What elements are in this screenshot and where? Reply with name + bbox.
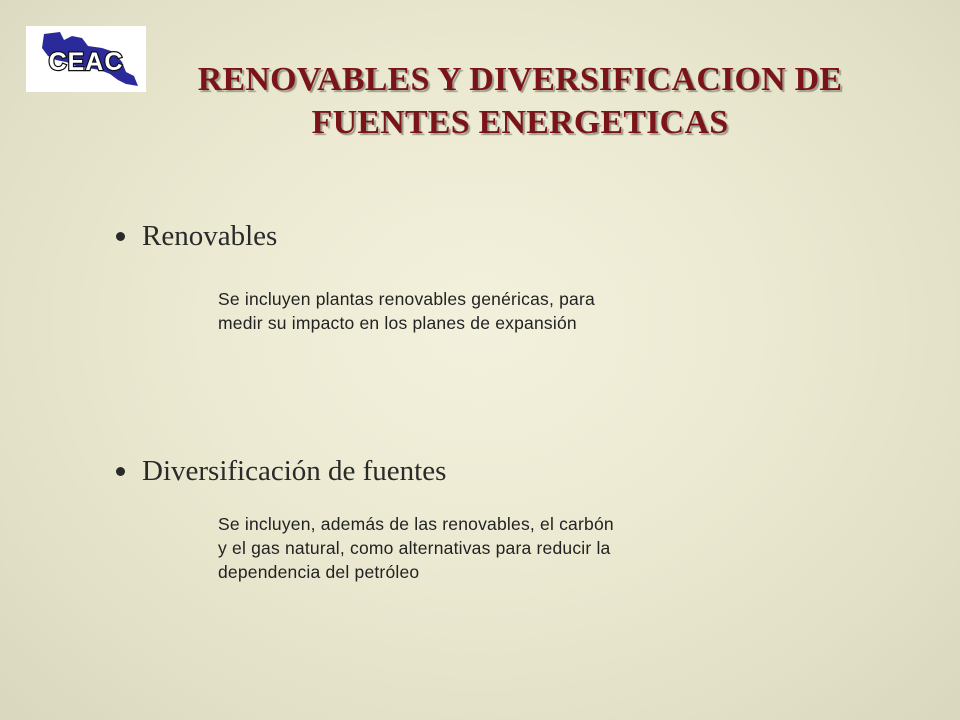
bullet-heading: Diversificación de fuentes — [142, 455, 447, 487]
title-line-2: FUENTES ENERGETICAS — [311, 104, 729, 141]
bullet-description — [218, 512, 758, 584]
ceac-logo — [26, 26, 146, 92]
description-line: dependencia del petróleo — [218, 562, 420, 582]
description-line: Se incluyen, además de las renovables, el carbón — [218, 514, 614, 534]
central-america-map-icon — [26, 26, 146, 92]
description-line: medir su impacto en los planes de expansión — [218, 313, 577, 333]
title-line-1: RENOVABLES Y DIVERSIFICACION DE — [197, 61, 843, 98]
bullet-dot-icon — [116, 232, 125, 241]
logo-text: CEAC — [48, 48, 124, 76]
bullet-diversificacion — [112, 455, 446, 488]
slide-title — [160, 58, 880, 144]
bullet-heading: Renovables — [142, 220, 278, 252]
description-line: y el gas natural, como alternativas para reducir la — [218, 538, 611, 558]
description-line: Se incluyen plantas renovables genéricas, para — [218, 289, 595, 309]
bullet-renovables — [112, 220, 277, 253]
bullet-dot-icon — [116, 467, 125, 476]
bullet-description — [218, 287, 758, 335]
